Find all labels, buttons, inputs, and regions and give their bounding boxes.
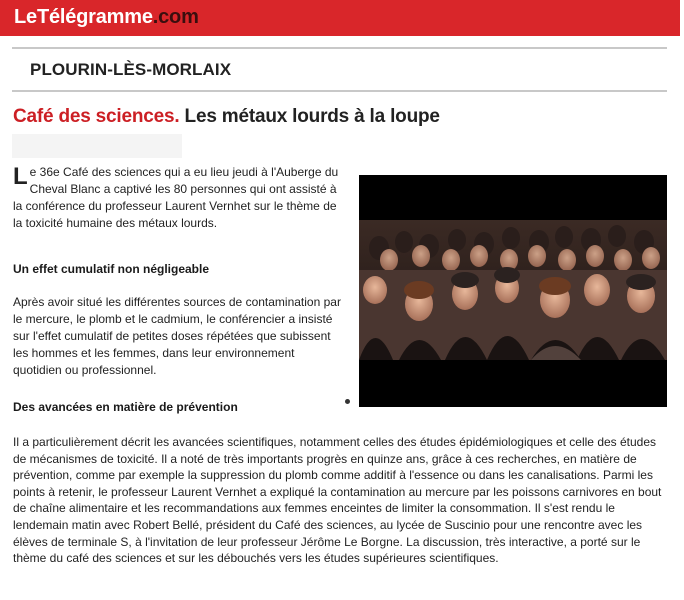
site-header — [0, 0, 680, 36]
headline-main: Les métaux lourds à la loupe — [184, 106, 440, 127]
lead-text: e 36e Café des sciences qui a eu lieu jeudi à l'Auberge du Cheval Blanc a captivé les 80 personnes qui ont assisté à la conférence du professeur Laurent Vernhet sur le thème de la toxicité humaine des métaux lourds. — [13, 165, 339, 230]
article-headline — [13, 106, 440, 128]
headline-kicker: Café des sciences. — [13, 106, 180, 127]
image-pager-dot[interactable] — [345, 399, 350, 404]
section-bottom-rule — [12, 90, 667, 92]
article-paragraph-2: Il a particulièrement décrit les avancées scientifiques, notamment celles des études épidémiologiques et celle des études de mécanismes de toxicité. Il a noté de très importants progrès en quinze ans, grâce à ces recherches, en matière de prévention, comme par exemple la suppression du plomb comme additif à l'essence ou dans les canalisations. Parmi les points à retenir, le professeur Laurent Vernhet a expliqué la contamination au mercure par les poissons carnivores en bout de chaîne alimentaire et les recommandations aux femmes enceintes de limiter la consommation. Il s'est rendu le lendemain matin avec Robert Bellé, président du Café des sciences, au lycée de Suscinio pour une rencontre avec les élèves de terminale S, à l'invitation de leur professeur Jérôme Le Borgne. La discussion, très interactive, a porté sur le thème du café des sciences et sur les débouchés vers les études supérieures scientifiques. — [13, 435, 662, 566]
section-title: PLOURIN-LÈS-MORLAIX — [30, 60, 232, 79]
article-photo[interactable] — [359, 175, 667, 407]
subheading-cumulative-effect: Un effet cumulatif non négligeable — [13, 262, 210, 276]
article-lead — [13, 164, 346, 232]
brand-name: LeTélégramme — [14, 6, 153, 28]
site-logo[interactable] — [14, 6, 199, 29]
lead-dropcap: L — [13, 163, 28, 190]
section-top-rule — [12, 47, 667, 49]
brand-suffix: .com — [152, 6, 199, 28]
subheading-prevention: Des avancées en matière de prévention — [13, 400, 238, 414]
audience-photo-image — [359, 220, 667, 360]
article-paragraph-1: Après avoir situé les différentes sources de contamination par le mercure, le plomb et le cadmium, le conférencier a insisté sur l'effet cumulatif de petites doses répétées que subissent les hommes et les femmes, dans leur environnement quotidien ou professionnel. — [13, 295, 341, 377]
byline-placeholder — [12, 134, 182, 158]
